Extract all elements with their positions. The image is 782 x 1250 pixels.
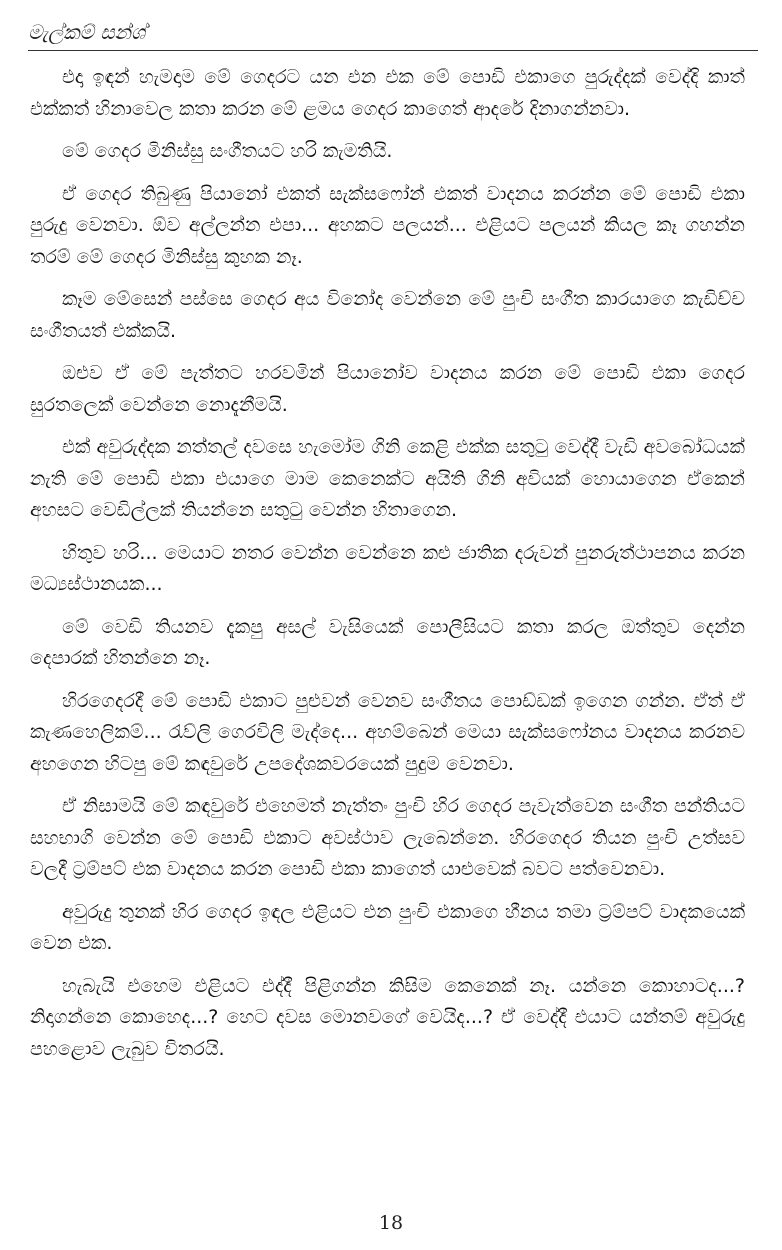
paragraph-5: ඔළුව ඒ මේ පැත්තට හරවමින් පියානෝව වාදනය කරන මේ පොඩි එකා ගෙදර සුරතලෙක් වෙන්නෙ නොදැනීමයි. <box>30 362 745 416</box>
paragraph-4: කෑම මේසෙන් පස්සෙ ගෙදර අය විනෝද වෙන්නෙ මේ පුංචි සංගීත කාරයාගෙ කැඩිච්ච සංගීතයත් එක්කයි. <box>30 288 745 342</box>
paragraph-9: හිරගෙදරදී මේ පොඩි එකාට පුළුවන් වෙනව සංගීතය පොඩ්ඩක් ඉගෙන ගන්න. ඒත් ඒ කැණහෙලිකම්... රැව්ලි ගෙරවිලි මැද්දෙ... අහම්බෙන් මෙයා සැක්සෆෝනය වාදනය කරනව අහගෙන හිටපු මේ කඳවුරේ උපදේශකවරයෙක් පුදුම වෙනවා. <box>30 689 745 775</box>
paragraph-2: මේ ගෙදර මිනිස්සු සංගීතයට හරි කැමතියි. <box>62 140 393 162</box>
paragraph-6: එක් අවුරුද්දක නත්තල් දවසෙ හැමෝම ගිනි කෙළි එක්ක සතුටු වෙද්දී වැඩි අවබෝධයක් නැති මේ පොඩි එකා එයාගෙ මාම කෙනෙක්ට අයිති ගිනි අවියක් හොයාගෙන ඒකෙන් අහසට වෙඩිල්ලක් තියන්නෙ සතුටු වෙන්න හිතාගෙන. <box>30 436 745 521</box>
paragraph-12: හැබැයි එහෙම එළියට එද්දී පිළිගන්න කිසිම කෙනෙක් නෑ. යන්නෙ කොහාටද...? නිදාගන්නෙ කොහෙද...? හෙට දවස මොනවගේ වෙයිද...? ඒ වෙද්දී එයාට යන්තම් අවුරුදු පහළොව ලැබුව විතරයි. <box>30 974 745 1060</box>
page-number: 18 <box>378 1212 404 1234</box>
paragraph-11: අවුරුදු තුනක් හිර ගෙදර ඉඳල එළියට එන පුංචි එකාගෙ හීනය තමා ට්‍රම්පට් වාදකයෙක් වෙන එක. <box>30 900 745 954</box>
page-body <box>30 62 745 1202</box>
paragraph-8: මේ වෙඩි තියනව දැකපු අසල් වැසියෙක් පොලීසියට කතා කරල ඔත්තුව දෙන්න දෙපාරක් හිතන්නෙ නෑ. <box>30 615 745 669</box>
paragraph-7: හිතුව හරි... මෙයාට නතර වෙන්න වෙන්නෙ කළු ජාතික දරුවන් පුනරුත්ථාපනය කරන මධ්‍යස්ථානයක... <box>30 541 745 595</box>
paragraph-1: එදා ඉඳන් හැමදාම මේ ගෙදරට යන එන එක මේ පොඩි එකාගෙ පුරුද්දක් වෙද්දි කාත් එක්කත් හිනාවෙල කතා කරන මේ ළමය ගෙදර කාගෙත් ආදරේ දිනාගන්නවා. <box>30 66 745 120</box>
paragraph-3: ඒ ගෙදර තිබුණු පියානෝ එකත් සැක්සෆෝන් එකත් වාදනය කරන්න මේ පොඩි එකා පුරුදු වෙනවා. ඕව අල්ලන්න එපා... අහකට පලයන්... එළියට පලයන් කියල කෑ ගහන්න තරම් මේ ගෙදර මිනිස්සු කුහක නෑ. <box>30 182 745 268</box>
running-header <box>28 8 758 52</box>
paragraph-10: ඒ නිසාමයි මේ කඳවුරේ එහෙමත් නැත්තං පුංචි හිර ගෙදර පැවැත්වෙන සංගීත පන්තියට සහභාගි වෙන්න මේ පොඩි එකාට අවස්ථාව ලැබෙන්නෙ. හිරගෙදර තියන පුංචි උත්සව වලදී ට්‍රම්පට් එක වාදනය කරන පොඩි එකා කාගෙත් යාළුවෙක් බවට පත්වෙනවා. <box>30 795 745 880</box>
header-title: මැල්කම් සන්ශ් <box>28 20 146 44</box>
header-rule <box>28 50 758 51</box>
